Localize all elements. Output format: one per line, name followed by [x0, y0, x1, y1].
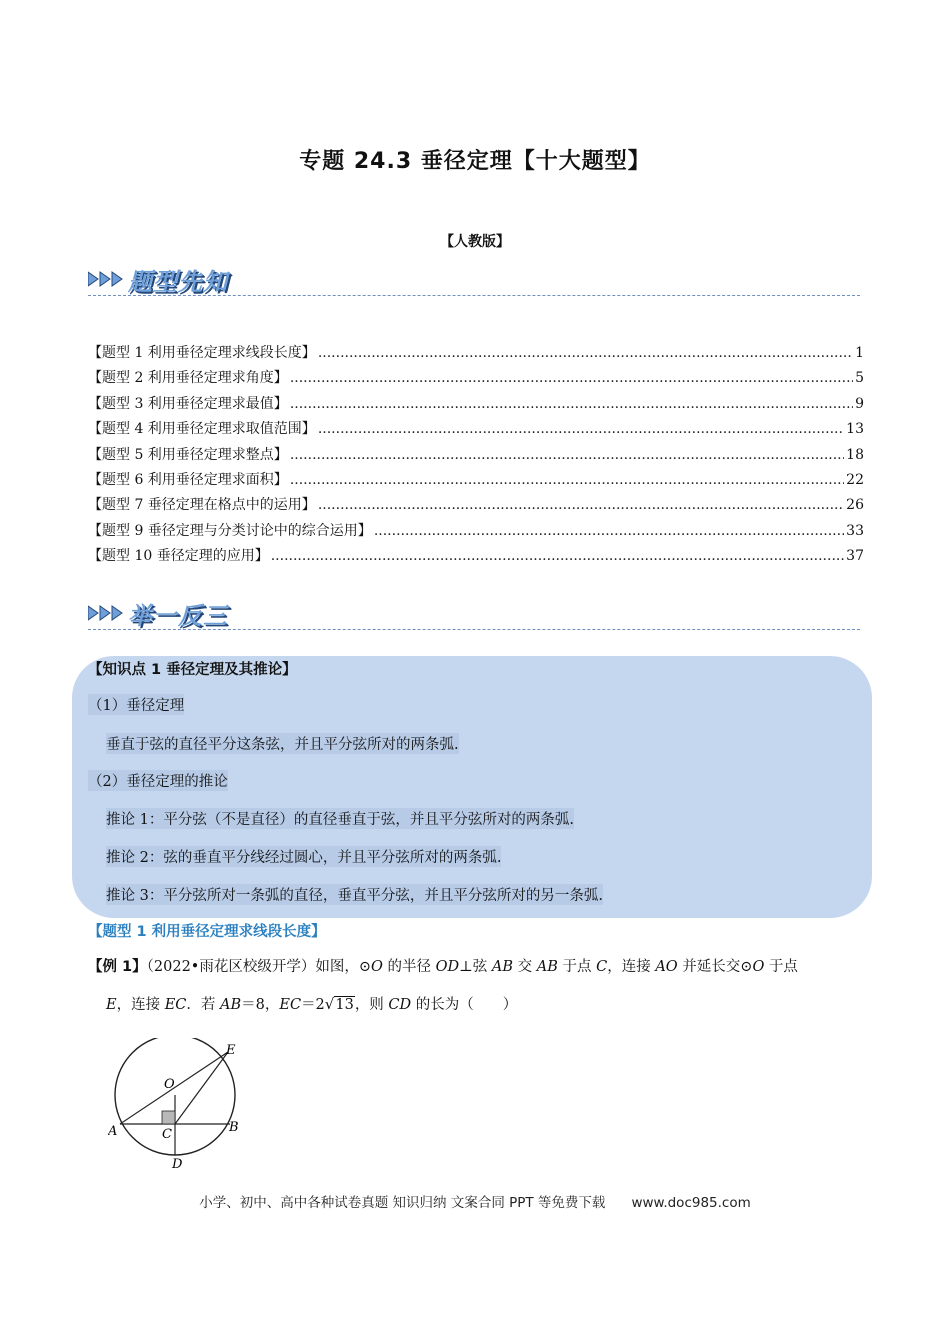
- toc-leader: [318, 497, 844, 513]
- text-run: 并延长交⊙: [677, 959, 753, 975]
- toc-label: 【题型 4 利用垂径定理求取值范围】: [88, 421, 316, 438]
- math-var: AO: [655, 959, 678, 975]
- table-of-contents: [88, 342, 864, 571]
- triple-arrow-icon: [88, 270, 128, 288]
- math-var: C: [596, 959, 608, 975]
- corollary-3: 推论 3：平分弦所对一条弧的直径，垂直平分弦，并且平分弦所对的另一条弧.: [106, 884, 603, 905]
- toc-row[interactable]: [88, 545, 864, 570]
- label-B: B: [229, 1120, 239, 1135]
- toc-page: 5: [855, 370, 864, 387]
- circle-diagram: [108, 1038, 250, 1170]
- text-run: 于点: [557, 959, 597, 975]
- sqrt-radicand: 13: [335, 997, 354, 1013]
- text-run: 的半径: [382, 959, 436, 975]
- text-run: 的长为（ ）: [411, 997, 518, 1013]
- text-run: ＝2: [301, 997, 325, 1013]
- toc-leader: [290, 447, 844, 463]
- toc-leader: [271, 548, 844, 564]
- section-title: （1）垂径定理: [88, 694, 184, 715]
- label-O: O: [164, 1077, 175, 1092]
- toc-label: 【题型 5 利用垂径定理求整点】: [88, 446, 288, 463]
- toc-row[interactable]: [88, 494, 864, 519]
- label-E: E: [226, 1043, 236, 1058]
- text-run: ＝8，: [241, 997, 280, 1013]
- math-var: EC: [279, 997, 302, 1013]
- text-run: 交: [513, 959, 537, 975]
- toc-page: 18: [846, 446, 864, 463]
- corollary-2: 推论 2：弦的垂直平分线经过圆心，并且平分弦所对的两条弧.: [106, 846, 501, 867]
- toc-leader: [318, 345, 853, 361]
- toc-page: 22: [846, 471, 864, 488]
- page-footer: [0, 1191, 950, 1211]
- toc-leader: [374, 523, 844, 539]
- section-banner-preview: [88, 262, 860, 300]
- math-var: AB: [491, 959, 514, 975]
- toc-leader: [290, 472, 844, 488]
- type-heading: 【题型 1 利用垂径定理求线段长度】: [88, 924, 326, 940]
- toc-page: 1: [855, 345, 864, 361]
- corollary-1: 推论 1：平分弦（不是直径）的直径垂直于弦，并且平分弦所对的两条弧.: [106, 808, 574, 829]
- toc-label: 【题型 6 利用垂径定理求面积】: [88, 471, 288, 488]
- example-source: （2022•雨花区校级开学）如图，: [146, 959, 359, 975]
- toc-label: 【题型 9 垂径定理与分类讨论中的综合运用】: [88, 522, 372, 539]
- section-banner-practice: [88, 596, 860, 634]
- theorem-text: 垂直于弦的直径平分这条弦，并且平分弦所对的两条弧.: [106, 733, 459, 754]
- edition-label: 【人教版】: [440, 234, 510, 250]
- toc-page: 9: [855, 395, 864, 412]
- text-run: ，连接: [116, 997, 165, 1013]
- text-run: ⊥弦: [459, 959, 492, 975]
- example-line-1: [88, 955, 798, 976]
- knowledge-heading: 【知识点 1 垂径定理及其推论】: [88, 662, 297, 678]
- toc-row[interactable]: [88, 469, 864, 494]
- math-var: O: [371, 959, 383, 975]
- footer-text: 小学、初中、高中各种试卷真题 知识归纳 文案合同 PPT 等免费下载: [199, 1195, 606, 1211]
- toc-page: 33: [846, 522, 864, 539]
- math-var: CD: [388, 997, 412, 1013]
- toc-leader: [290, 370, 853, 386]
- toc-row[interactable]: [88, 520, 864, 545]
- sqrt-symbol: √: [324, 995, 335, 1013]
- banner-title: 举一反三: [128, 602, 228, 630]
- math-var: AB: [536, 959, 558, 975]
- text-run: ，连接: [607, 959, 656, 975]
- toc-leader: [290, 396, 853, 412]
- toc-label: 【题型 2 利用垂径定理求角度】: [88, 370, 288, 387]
- toc-leader: [318, 421, 844, 437]
- example-tag: 【例 1】: [88, 959, 147, 975]
- math-var: E: [106, 997, 117, 1013]
- toc-page: 37: [846, 548, 864, 565]
- toc-label: 【题型 10 垂径定理的应用】: [88, 548, 269, 565]
- label-D: D: [172, 1157, 183, 1170]
- triple-arrow-icon: [88, 604, 128, 622]
- dashed-divider: [88, 295, 860, 296]
- math-var: OD: [435, 959, 460, 975]
- toc-row[interactable]: [88, 393, 864, 418]
- toc-page: 13: [846, 421, 864, 438]
- footer-url[interactable]: www.doc985.com: [631, 1195, 751, 1211]
- toc-row[interactable]: [88, 342, 864, 367]
- text-run: ．若: [186, 997, 220, 1013]
- toc-row[interactable]: [88, 367, 864, 392]
- toc-label: 【题型 1 利用垂径定理求线段长度】: [88, 345, 316, 361]
- text-run: ，则: [354, 997, 389, 1013]
- right-angle-mark: [162, 1111, 175, 1124]
- toc-page: 26: [846, 497, 864, 514]
- toc-row[interactable]: [88, 444, 864, 469]
- dashed-divider: [88, 629, 860, 630]
- example-line-2: [106, 993, 517, 1014]
- math-var: AB: [220, 997, 242, 1013]
- segment-ec: [175, 1052, 228, 1124]
- page-title: 专题 24.3 垂径定理【十大题型】: [299, 149, 651, 174]
- math-var: O: [752, 959, 765, 975]
- text-run: 于点: [764, 959, 798, 975]
- section-title: （2）垂径定理的推论: [88, 770, 228, 791]
- toc-label: 【题型 3 利用垂径定理求最值】: [88, 395, 288, 412]
- toc-label: 【题型 7 垂径定理在格点中的运用】: [88, 497, 316, 514]
- banner-title: 题型先知: [128, 268, 228, 296]
- math-var: EC: [164, 997, 187, 1013]
- label-C: C: [162, 1127, 172, 1142]
- toc-row[interactable]: [88, 418, 864, 443]
- circle-symbol: ⊙: [358, 959, 371, 975]
- label-A: A: [108, 1124, 118, 1139]
